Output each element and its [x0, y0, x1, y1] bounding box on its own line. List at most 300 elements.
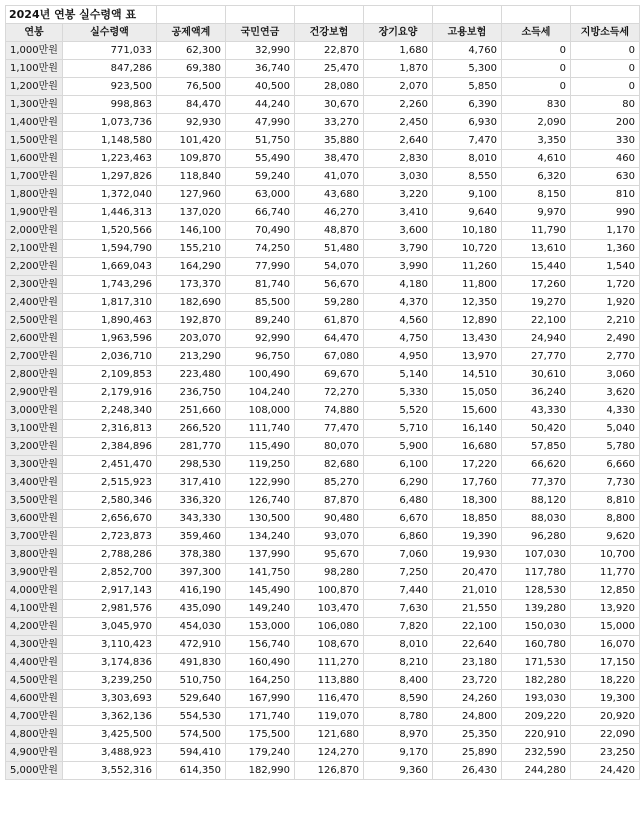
value-cell: 6,930	[432, 114, 501, 132]
value-cell: 77,990	[225, 258, 294, 276]
value-cell: 48,870	[294, 222, 363, 240]
value-cell: 3,045,970	[62, 618, 156, 636]
value-cell: 1,963,596	[62, 330, 156, 348]
value-cell: 8,010	[432, 150, 501, 168]
value-cell: 1,890,463	[62, 312, 156, 330]
salary-label-cell: 4,200만원	[6, 618, 63, 636]
value-cell: 6,290	[363, 474, 432, 492]
value-cell: 76,500	[156, 78, 225, 96]
value-cell: 22,100	[432, 618, 501, 636]
value-cell: 111,740	[225, 420, 294, 438]
table-row	[6, 132, 640, 150]
value-cell: 25,470	[294, 60, 363, 78]
value-cell: 2,723,873	[62, 528, 156, 546]
empty-cell	[432, 6, 501, 24]
value-cell: 554,530	[156, 708, 225, 726]
value-cell: 24,940	[501, 330, 570, 348]
value-cell: 594,410	[156, 744, 225, 762]
value-cell: 54,070	[294, 258, 363, 276]
value-cell: 90,480	[294, 510, 363, 528]
value-cell: 5,330	[363, 384, 432, 402]
value-cell: 2,316,813	[62, 420, 156, 438]
value-cell: 51,480	[294, 240, 363, 258]
salary-label-cell: 4,900만원	[6, 744, 63, 762]
value-cell: 14,510	[432, 366, 501, 384]
value-cell: 164,250	[225, 672, 294, 690]
value-cell: 171,530	[501, 654, 570, 672]
value-cell: 1,148,580	[62, 132, 156, 150]
salary-label-cell: 4,800만원	[6, 726, 63, 744]
value-cell: 3,110,423	[62, 636, 156, 654]
value-cell: 2,640	[363, 132, 432, 150]
table-row	[6, 240, 640, 258]
value-cell: 10,180	[432, 222, 501, 240]
value-cell: 30,610	[501, 366, 570, 384]
value-cell: 69,380	[156, 60, 225, 78]
value-cell: 2,260	[363, 96, 432, 114]
value-cell: 74,250	[225, 240, 294, 258]
header-cell: 건강보험	[294, 24, 363, 42]
table-row	[6, 420, 640, 438]
value-cell: 8,150	[501, 186, 570, 204]
value-cell: 24,260	[432, 690, 501, 708]
value-cell: 336,320	[156, 492, 225, 510]
value-cell: 25,890	[432, 744, 501, 762]
table-title: 2024년 연봉 실수령액 표	[6, 6, 157, 24]
value-cell: 10,720	[432, 240, 501, 258]
table-row	[6, 636, 640, 654]
value-cell: 281,770	[156, 438, 225, 456]
value-cell: 3,425,500	[62, 726, 156, 744]
value-cell: 167,990	[225, 690, 294, 708]
value-cell: 50,420	[501, 420, 570, 438]
value-cell: 20,470	[432, 564, 501, 582]
value-cell: 98,280	[294, 564, 363, 582]
salary-label-cell: 1,000만원	[6, 42, 63, 60]
value-cell: 13,430	[432, 330, 501, 348]
salary-label-cell: 3,200만원	[6, 438, 63, 456]
value-cell: 0	[570, 78, 639, 96]
salary-label-cell: 4,600만원	[6, 690, 63, 708]
value-cell: 67,080	[294, 348, 363, 366]
value-cell: 119,070	[294, 708, 363, 726]
value-cell: 12,890	[432, 312, 501, 330]
value-cell: 100,870	[294, 582, 363, 600]
value-cell: 36,740	[225, 60, 294, 78]
table-row	[6, 600, 640, 618]
salary-label-cell: 3,400만원	[6, 474, 63, 492]
value-cell: 2,830	[363, 150, 432, 168]
value-cell: 9,100	[432, 186, 501, 204]
value-cell: 2,070	[363, 78, 432, 96]
salary-label-cell: 2,800만원	[6, 366, 63, 384]
value-cell: 182,690	[156, 294, 225, 312]
salary-label-cell: 2,200만원	[6, 258, 63, 276]
value-cell: 4,330	[570, 402, 639, 420]
value-cell: 182,280	[501, 672, 570, 690]
value-cell: 40,500	[225, 78, 294, 96]
value-cell: 16,070	[570, 636, 639, 654]
value-cell: 5,850	[432, 78, 501, 96]
table-row	[6, 690, 640, 708]
value-cell: 847,286	[62, 60, 156, 78]
value-cell: 85,270	[294, 474, 363, 492]
value-cell: 8,970	[363, 726, 432, 744]
value-cell: 4,560	[363, 312, 432, 330]
value-cell: 1,446,313	[62, 204, 156, 222]
value-cell: 0	[501, 78, 570, 96]
table-row	[6, 186, 640, 204]
salary-label-cell: 3,100만원	[6, 420, 63, 438]
table-row	[6, 402, 640, 420]
empty-cell	[570, 6, 639, 24]
value-cell: 1,720	[570, 276, 639, 294]
value-cell: 192,870	[156, 312, 225, 330]
table-row	[6, 510, 640, 528]
value-cell: 121,680	[294, 726, 363, 744]
value-cell: 19,300	[570, 690, 639, 708]
value-cell: 1,680	[363, 42, 432, 60]
value-cell: 6,390	[432, 96, 501, 114]
value-cell: 101,420	[156, 132, 225, 150]
value-cell: 1,360	[570, 240, 639, 258]
value-cell: 8,590	[363, 690, 432, 708]
value-cell: 70,490	[225, 222, 294, 240]
value-cell: 51,750	[225, 132, 294, 150]
value-cell: 1,372,040	[62, 186, 156, 204]
value-cell: 72,270	[294, 384, 363, 402]
table-row	[6, 258, 640, 276]
value-cell: 7,470	[432, 132, 501, 150]
value-cell: 23,180	[432, 654, 501, 672]
value-cell: 2,210	[570, 312, 639, 330]
table-row	[6, 312, 640, 330]
value-cell: 5,780	[570, 438, 639, 456]
value-cell: 9,970	[501, 204, 570, 222]
salary-label-cell: 4,500만원	[6, 672, 63, 690]
value-cell: 64,470	[294, 330, 363, 348]
value-cell: 43,680	[294, 186, 363, 204]
value-cell: 100,490	[225, 366, 294, 384]
value-cell: 13,610	[501, 240, 570, 258]
value-cell: 24,800	[432, 708, 501, 726]
table-row	[6, 618, 640, 636]
value-cell: 8,400	[363, 672, 432, 690]
value-cell: 127,960	[156, 186, 225, 204]
table-row	[6, 60, 640, 78]
empty-cell	[225, 6, 294, 24]
value-cell: 510,750	[156, 672, 225, 690]
value-cell: 3,350	[501, 132, 570, 150]
value-cell: 3,303,693	[62, 690, 156, 708]
value-cell: 66,620	[501, 456, 570, 474]
salary-label-cell: 2,000만원	[6, 222, 63, 240]
value-cell: 990	[570, 204, 639, 222]
table-body	[6, 6, 640, 780]
value-cell: 3,030	[363, 168, 432, 186]
value-cell: 126,740	[225, 492, 294, 510]
value-cell: 77,470	[294, 420, 363, 438]
value-cell: 193,030	[501, 690, 570, 708]
value-cell: 460	[570, 150, 639, 168]
value-cell: 88,120	[501, 492, 570, 510]
value-cell: 21,550	[432, 600, 501, 618]
table-row	[6, 384, 640, 402]
table-row	[6, 42, 640, 60]
salary-label-cell: 2,400만원	[6, 294, 63, 312]
value-cell: 4,370	[363, 294, 432, 312]
table-row	[6, 366, 640, 384]
value-cell: 7,440	[363, 582, 432, 600]
value-cell: 1,870	[363, 60, 432, 78]
value-cell: 111,270	[294, 654, 363, 672]
value-cell: 32,990	[225, 42, 294, 60]
value-cell: 810	[570, 186, 639, 204]
value-cell: 2,179,916	[62, 384, 156, 402]
salary-label-cell: 2,700만원	[6, 348, 63, 366]
value-cell: 156,740	[225, 636, 294, 654]
value-cell: 2,788,286	[62, 546, 156, 564]
salary-label-cell: 3,500만원	[6, 492, 63, 510]
table-row	[6, 474, 640, 492]
value-cell: 137,990	[225, 546, 294, 564]
salary-label-cell: 1,100만원	[6, 60, 63, 78]
value-cell: 1,594,790	[62, 240, 156, 258]
salary-label-cell: 2,300만원	[6, 276, 63, 294]
value-cell: 236,750	[156, 384, 225, 402]
value-cell: 96,750	[225, 348, 294, 366]
value-cell: 145,490	[225, 582, 294, 600]
value-cell: 6,860	[363, 528, 432, 546]
value-cell: 6,660	[570, 456, 639, 474]
value-cell: 28,080	[294, 78, 363, 96]
value-cell: 7,250	[363, 564, 432, 582]
salary-label-cell: 3,000만원	[6, 402, 63, 420]
empty-cell	[294, 6, 363, 24]
value-cell: 12,850	[570, 582, 639, 600]
value-cell: 1,073,736	[62, 114, 156, 132]
value-cell: 3,220	[363, 186, 432, 204]
value-cell: 22,090	[570, 726, 639, 744]
salary-table-sheet	[5, 5, 640, 780]
value-cell: 35,880	[294, 132, 363, 150]
value-cell: 93,070	[294, 528, 363, 546]
salary-label-cell: 1,900만원	[6, 204, 63, 222]
value-cell: 56,670	[294, 276, 363, 294]
value-cell: 108,670	[294, 636, 363, 654]
table-row	[6, 276, 640, 294]
salary-label-cell: 1,400만원	[6, 114, 63, 132]
value-cell: 11,770	[570, 564, 639, 582]
value-cell: 84,470	[156, 96, 225, 114]
value-cell: 15,000	[570, 618, 639, 636]
value-cell: 130,500	[225, 510, 294, 528]
value-cell: 3,362,136	[62, 708, 156, 726]
value-cell: 89,240	[225, 312, 294, 330]
value-cell: 10,700	[570, 546, 639, 564]
value-cell: 164,290	[156, 258, 225, 276]
table-row	[6, 546, 640, 564]
value-cell: 6,480	[363, 492, 432, 510]
value-cell: 115,490	[225, 438, 294, 456]
table-row	[6, 762, 640, 780]
value-cell: 104,240	[225, 384, 294, 402]
value-cell: 41,070	[294, 168, 363, 186]
value-cell: 3,410	[363, 204, 432, 222]
value-cell: 435,090	[156, 600, 225, 618]
value-cell: 119,250	[225, 456, 294, 474]
value-cell: 491,830	[156, 654, 225, 672]
salary-label-cell: 1,200만원	[6, 78, 63, 96]
value-cell: 4,760	[432, 42, 501, 60]
header-cell: 연봉	[6, 24, 63, 42]
value-cell: 33,270	[294, 114, 363, 132]
salary-table	[5, 5, 640, 780]
table-row	[6, 726, 640, 744]
value-cell: 4,950	[363, 348, 432, 366]
value-cell: 614,350	[156, 762, 225, 780]
salary-label-cell: 4,400만원	[6, 654, 63, 672]
value-cell: 179,240	[225, 744, 294, 762]
value-cell: 2,450	[363, 114, 432, 132]
value-cell: 63,000	[225, 186, 294, 204]
value-cell: 5,140	[363, 366, 432, 384]
value-cell: 6,100	[363, 456, 432, 474]
salary-label-cell: 3,600만원	[6, 510, 63, 528]
value-cell: 155,210	[156, 240, 225, 258]
value-cell: 251,660	[156, 402, 225, 420]
value-cell: 46,270	[294, 204, 363, 222]
value-cell: 141,750	[225, 564, 294, 582]
value-cell: 8,810	[570, 492, 639, 510]
value-cell: 3,174,836	[62, 654, 156, 672]
value-cell: 200	[570, 114, 639, 132]
value-cell: 26,430	[432, 762, 501, 780]
value-cell: 397,300	[156, 564, 225, 582]
value-cell: 1,540	[570, 258, 639, 276]
table-row	[6, 492, 640, 510]
value-cell: 3,488,923	[62, 744, 156, 762]
value-cell: 122,990	[225, 474, 294, 492]
value-cell: 574,500	[156, 726, 225, 744]
header-cell: 소득세	[501, 24, 570, 42]
value-cell: 5,040	[570, 420, 639, 438]
value-cell: 266,520	[156, 420, 225, 438]
value-cell: 80	[570, 96, 639, 114]
value-cell: 175,500	[225, 726, 294, 744]
value-cell: 25,350	[432, 726, 501, 744]
salary-label-cell: 2,500만원	[6, 312, 63, 330]
value-cell: 220,910	[501, 726, 570, 744]
value-cell: 330	[570, 132, 639, 150]
value-cell: 18,300	[432, 492, 501, 510]
value-cell: 27,770	[501, 348, 570, 366]
value-cell: 109,870	[156, 150, 225, 168]
table-row	[6, 168, 640, 186]
value-cell: 223,480	[156, 366, 225, 384]
value-cell: 124,270	[294, 744, 363, 762]
value-cell: 20,920	[570, 708, 639, 726]
value-cell: 8,210	[363, 654, 432, 672]
value-cell: 61,870	[294, 312, 363, 330]
value-cell: 1,297,826	[62, 168, 156, 186]
header-cell: 지방소득세	[570, 24, 639, 42]
value-cell: 15,440	[501, 258, 570, 276]
value-cell: 2,451,470	[62, 456, 156, 474]
value-cell: 3,060	[570, 366, 639, 384]
value-cell: 19,390	[432, 528, 501, 546]
value-cell: 4,610	[501, 150, 570, 168]
value-cell: 472,910	[156, 636, 225, 654]
value-cell: 2,981,576	[62, 600, 156, 618]
value-cell: 74,880	[294, 402, 363, 420]
value-cell: 38,470	[294, 150, 363, 168]
value-cell: 13,920	[570, 600, 639, 618]
value-cell: 134,240	[225, 528, 294, 546]
value-cell: 5,520	[363, 402, 432, 420]
table-row	[6, 294, 640, 312]
value-cell: 359,460	[156, 528, 225, 546]
value-cell: 830	[501, 96, 570, 114]
value-cell: 146,100	[156, 222, 225, 240]
value-cell: 13,970	[432, 348, 501, 366]
table-row	[6, 654, 640, 672]
value-cell: 22,640	[432, 636, 501, 654]
value-cell: 106,080	[294, 618, 363, 636]
title-row	[6, 6, 640, 24]
value-cell: 17,760	[432, 474, 501, 492]
value-cell: 81,740	[225, 276, 294, 294]
value-cell: 416,190	[156, 582, 225, 600]
value-cell: 2,656,670	[62, 510, 156, 528]
value-cell: 92,930	[156, 114, 225, 132]
value-cell: 1,920	[570, 294, 639, 312]
value-cell: 62,300	[156, 42, 225, 60]
table-row	[6, 744, 640, 762]
empty-cell	[156, 6, 225, 24]
value-cell: 19,930	[432, 546, 501, 564]
table-row	[6, 348, 640, 366]
value-cell: 343,330	[156, 510, 225, 528]
value-cell: 108,000	[225, 402, 294, 420]
value-cell: 923,500	[62, 78, 156, 96]
value-cell: 1,817,310	[62, 294, 156, 312]
table-row	[6, 114, 640, 132]
value-cell: 2,770	[570, 348, 639, 366]
salary-label-cell: 1,300만원	[6, 96, 63, 114]
salary-label-cell: 4,300만원	[6, 636, 63, 654]
salary-label-cell: 4,700만원	[6, 708, 63, 726]
value-cell: 59,280	[294, 294, 363, 312]
table-row	[6, 222, 640, 240]
value-cell: 8,010	[363, 636, 432, 654]
value-cell: 43,330	[501, 402, 570, 420]
table-row	[6, 78, 640, 96]
value-cell: 4,180	[363, 276, 432, 294]
value-cell: 3,790	[363, 240, 432, 258]
value-cell: 59,240	[225, 168, 294, 186]
value-cell: 96,280	[501, 528, 570, 546]
value-cell: 2,515,923	[62, 474, 156, 492]
value-cell: 8,780	[363, 708, 432, 726]
value-cell: 317,410	[156, 474, 225, 492]
value-cell: 36,240	[501, 384, 570, 402]
value-cell: 22,870	[294, 42, 363, 60]
value-cell: 88,030	[501, 510, 570, 528]
table-row	[6, 150, 640, 168]
value-cell: 998,863	[62, 96, 156, 114]
value-cell: 9,360	[363, 762, 432, 780]
